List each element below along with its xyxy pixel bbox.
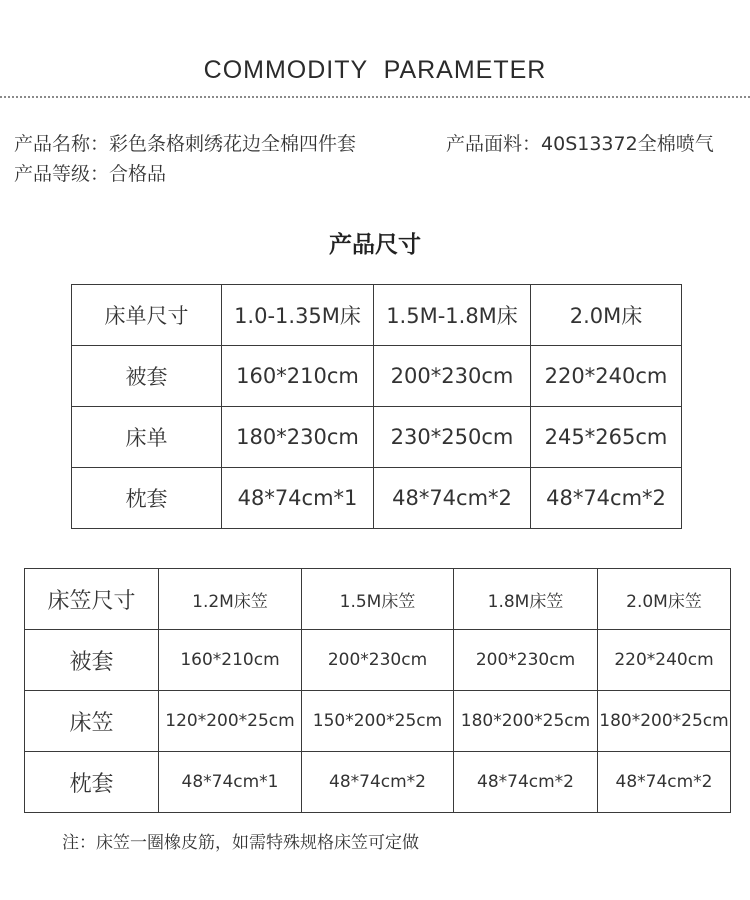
table-row <box>72 407 682 468</box>
table-cell: 160*210cm <box>222 346 374 407</box>
table-cell: 48*74cm*1 <box>222 468 374 529</box>
table-cell: 48*74cm*2 <box>302 752 454 813</box>
footnote: 注：床笠一圈橡皮筋，如需特殊规格床笠可定做 <box>62 833 419 853</box>
table-header-cell: 1.8M床笠 <box>454 569 598 630</box>
table-cell: 200*230cm <box>374 346 531 407</box>
product-name-line <box>14 129 356 156</box>
table-cell: 200*230cm <box>454 630 598 691</box>
table-row-label: 枕套 <box>72 468 222 529</box>
product-fabric-line <box>446 129 714 156</box>
product-fabric-label: 产品面料： <box>446 133 542 155</box>
table-cell: 220*240cm <box>598 630 731 691</box>
table-cell: 150*200*25cm <box>302 691 454 752</box>
product-name-value: 彩色条格刺绣花边全棉四件套 <box>109 133 357 155</box>
table-header-row <box>25 569 731 630</box>
table-header-cell: 1.5M床笠 <box>302 569 454 630</box>
table-row-label: 床单 <box>72 407 222 468</box>
table-row-label: 床笠 <box>25 691 159 752</box>
fitted-sheet-size-table <box>24 568 731 813</box>
table-cell: 180*200*25cm <box>598 691 731 752</box>
table-row <box>25 630 731 691</box>
product-grade-line <box>14 159 166 186</box>
table-cell: 48*74cm*2 <box>598 752 731 813</box>
table-cell: 220*240cm <box>531 346 682 407</box>
product-grade-label: 产品等级： <box>14 163 110 185</box>
table-cell: 160*210cm <box>159 630 302 691</box>
table-header-row <box>72 285 682 346</box>
section-title-size: 产品尺寸 <box>329 232 421 258</box>
table-header-cell: 1.0-1.35M床 <box>222 285 374 346</box>
table-row-label: 枕套 <box>25 752 159 813</box>
product-fabric-value: 40S13372全棉喷气 <box>541 133 714 155</box>
table-cell: 120*200*25cm <box>159 691 302 752</box>
table-header-cell: 2.0M床 <box>531 285 682 346</box>
table-header-cell: 1.2M床笠 <box>159 569 302 630</box>
table-header-cell: 1.5M-1.8M床 <box>374 285 531 346</box>
table-row-label: 被套 <box>25 630 159 691</box>
table-cell: 230*250cm <box>374 407 531 468</box>
table-row <box>72 468 682 529</box>
dotted-divider <box>0 96 750 98</box>
table-row <box>25 752 731 813</box>
table-header-cell: 床单尺寸 <box>72 285 222 346</box>
page-title: COMMODITY PARAMETER <box>203 56 547 84</box>
table-header-cell: 2.0M床笠 <box>598 569 731 630</box>
table-cell: 48*74cm*1 <box>159 752 302 813</box>
product-name-label: 产品名称： <box>14 133 110 155</box>
table-row <box>25 691 731 752</box>
table-header-cell: 床笠尺寸 <box>25 569 159 630</box>
table-cell: 48*74cm*2 <box>454 752 598 813</box>
product-grade-value: 合格品 <box>109 163 167 185</box>
table-cell: 180*200*25cm <box>454 691 598 752</box>
table-cell: 48*74cm*2 <box>374 468 531 529</box>
sheet-size-table <box>71 284 682 529</box>
table-row <box>72 346 682 407</box>
table-cell: 48*74cm*2 <box>531 468 682 529</box>
table-cell: 180*230cm <box>222 407 374 468</box>
table-cell: 245*265cm <box>531 407 682 468</box>
table-cell: 200*230cm <box>302 630 454 691</box>
table-row-label: 被套 <box>72 346 222 407</box>
